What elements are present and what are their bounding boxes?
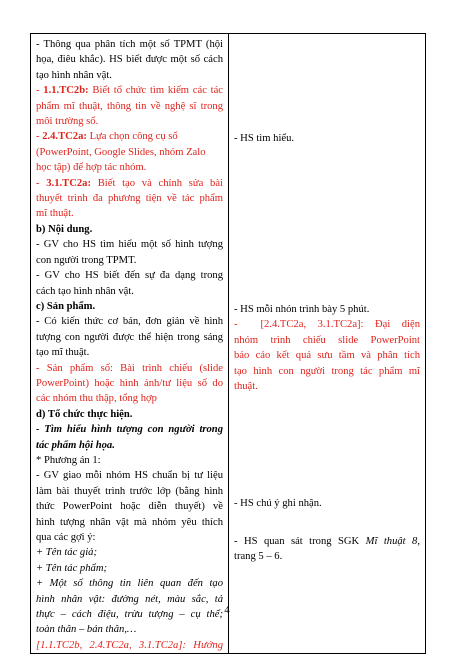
text-line: - Thông qua phân tích một số TPMT (hội	[36, 39, 223, 50]
text-line: - Tìm hiểu hình tượng con người trong	[36, 424, 223, 436]
text-line: - Sản phẩm số: Bài trình chiếu (slide	[36, 362, 223, 374]
text-line: thuyết trình đa phương tiện về tác phẩm	[36, 193, 223, 205]
text-line: tác phẩm hội họa.	[36, 439, 115, 451]
response-block	[234, 302, 420, 394]
text-line: - HS tìm hiểu.	[234, 133, 295, 144]
text-run: ,	[417, 536, 420, 547]
text-line: phẩm mĩ thuật, thông tin về nghệ sĩ trong	[36, 100, 223, 112]
text-run: Biết tạo và chỉnh sửa bài	[91, 177, 223, 189]
teacher-activity-column	[31, 34, 229, 654]
text-line: PowerPoint) hoặc hình ảnh/tư liệu số do	[36, 377, 223, 389]
text-line: d) Tổ chức thực hiện.	[36, 408, 133, 420]
text-run: 1.1.TC2b:	[43, 85, 89, 97]
text-line: b) Nội dung.	[36, 223, 93, 235]
text-line: môi trường số.	[36, 116, 99, 128]
text-run: -	[36, 131, 43, 143]
text-line: học tập) để hợp tác nhóm.	[36, 162, 147, 174]
text-line: c) Sản phẩm.	[36, 300, 96, 312]
text-run: 2.4.TC2a:	[42, 131, 87, 143]
text-run: 3.1.TC2a:	[46, 177, 91, 189]
response-block	[234, 131, 420, 146]
text-line: hình tượng nhân vật mà nhóm yêu thích	[36, 516, 223, 528]
text-line: thức PowerPoint hoặc diễn thuyết) về	[36, 501, 223, 513]
text-run: Biết tổ chức tìm kiếm các tác	[88, 85, 224, 97]
text-line: tạo hình con người trong tác phẩm mĩ	[234, 365, 420, 377]
text-line: - GV cho HS biết đến sự đa dạng trong	[36, 270, 223, 282]
text-line: tạo mĩ thuật.	[36, 347, 90, 359]
text-line: - HS mỗi nhón trình bày 5 phút.	[234, 304, 370, 315]
text-line	[234, 534, 420, 549]
text-run: Lựa chọn công cụ số	[86, 131, 178, 143]
response-block	[234, 496, 420, 511]
text-line: báo cáo kết quả sưu tầm và phân tích	[234, 350, 420, 362]
text-run: - HS quan sát trong SGK	[234, 536, 366, 547]
text-line: - GV cho HS tìm hiểu một số hình tượng	[36, 239, 223, 251]
text-line: - HS chú ý ghi nhận.	[234, 498, 322, 509]
text-line: con người trong TPMT.	[36, 254, 137, 266]
text-line: (PowerPoint, Google Slides, nhóm Zalo	[36, 146, 206, 158]
text-line: nhóm trình chiếu slide PowerPoint	[234, 334, 420, 346]
student-activity-column	[229, 34, 426, 654]
text-line: tạo hình nhân vật.	[36, 69, 112, 81]
lesson-table	[30, 33, 426, 654]
text-line: làm bài thuyết trình trước lớp (bằng hình	[36, 485, 223, 497]
text-line: + Một số thông tin liên quan đến tạo	[36, 578, 223, 590]
table-row	[31, 34, 426, 654]
text-line: thuật.	[234, 381, 258, 393]
text-run: -	[36, 177, 47, 189]
text-run: -	[36, 85, 44, 97]
text-line	[36, 129, 223, 144]
text-line: - Có kiến thức cơ bản, đơn giản về hình	[36, 316, 223, 328]
text-line: thực – cách điệu, trừu tượng – cụ thể;	[36, 609, 223, 621]
text-line: - [2.4.TC2a, 3.1.TC2a]: Đại diện	[234, 319, 420, 331]
page-number: 4	[224, 604, 230, 616]
response-block	[234, 534, 420, 565]
text-line: họa, điêu khắc). HS biết được một số cách	[36, 54, 223, 66]
text-run: Mĩ thuật 8	[365, 536, 418, 547]
text-line: hình nhân vật: đường nét, màu sắc, tả	[36, 593, 223, 605]
text-line: tượng con người được thể hiện trong sáng	[36, 331, 223, 343]
text-line: các nhóm thu thập, tổng hợp	[36, 393, 157, 405]
text-line: toàn thân – bán thân,…	[36, 624, 137, 636]
text-line: qua các gợi ý:	[36, 532, 96, 543]
text-line: cách tạo hình nhân vật.	[36, 285, 134, 297]
text-line: trang 5 – 6.	[234, 551, 283, 563]
text-line: [1.1.TC2b, 2.4.TC2a, 3.1.TC2a]: Hướng	[36, 639, 223, 651]
text-line: + Tên tác phẩm;	[36, 562, 107, 574]
text-line: mĩ thuật.	[36, 208, 74, 220]
text-line	[36, 83, 223, 98]
text-line: - GV giao mỗi nhóm HS chuẩn bị tư liệu	[36, 470, 223, 482]
text-line: + Tên tác giả;	[36, 547, 97, 559]
text-line	[36, 176, 223, 191]
text-line: * Phương án 1:	[36, 454, 101, 466]
